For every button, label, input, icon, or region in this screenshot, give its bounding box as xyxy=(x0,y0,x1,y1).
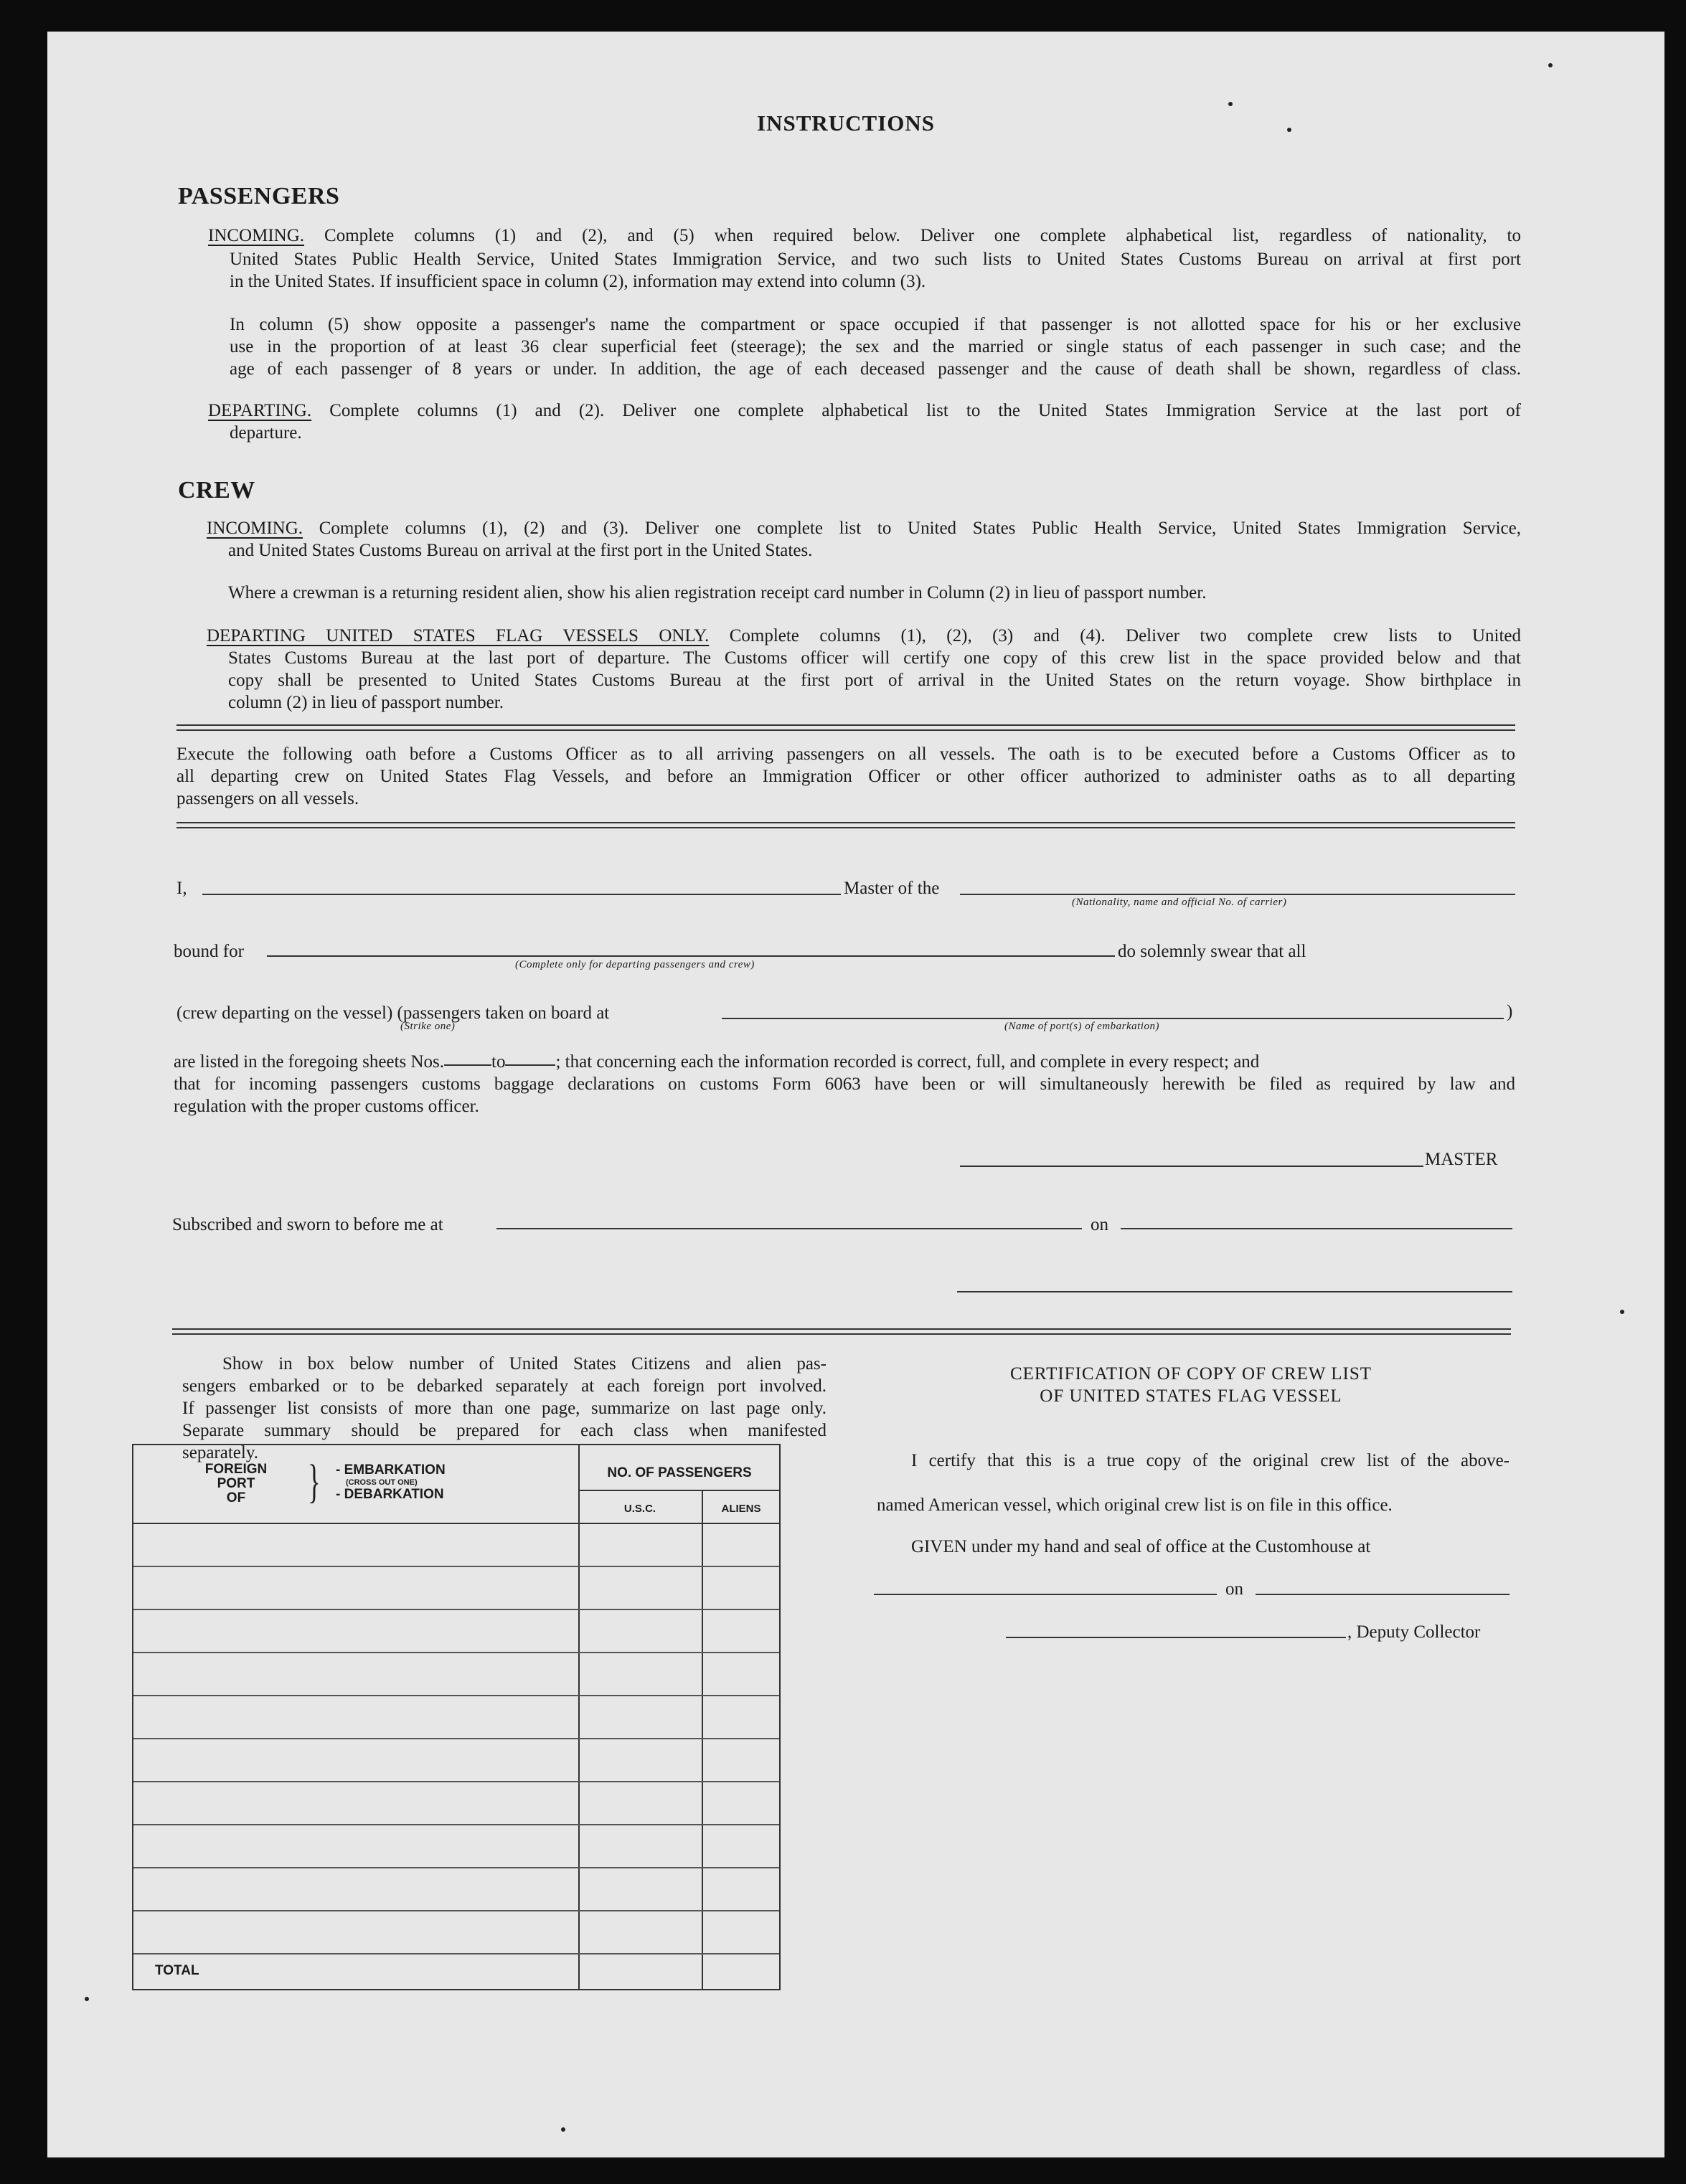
scan-speck xyxy=(1620,1310,1624,1314)
crew-departing-line4: column (2) in lieu of passport number. xyxy=(228,693,504,712)
table-row xyxy=(133,1953,779,1954)
scan-speck xyxy=(85,1997,89,2001)
certification-line2: named American vessel, which original crew list is on file in this office. xyxy=(877,1495,1393,1515)
of-label: OF xyxy=(226,1490,246,1505)
master-label: MASTER xyxy=(1425,1150,1498,1169)
sworn-date-field[interactable] xyxy=(1121,1228,1512,1229)
master-of-the-label: Master of the xyxy=(844,879,940,898)
total-label: TOTAL xyxy=(155,1963,199,1978)
customhouse-field[interactable] xyxy=(874,1594,1217,1595)
foreign-label: FOREIGN xyxy=(204,1462,268,1477)
crew-crewman-note: Where a crewman is a returning resident alien, show his alien registration receipt card number in Column (2) in lieu of passport number. xyxy=(228,583,1207,602)
certification-line1: I certify that this is a true copy of the original crew list of the above- xyxy=(911,1451,1510,1470)
certification-date-field[interactable] xyxy=(1256,1594,1510,1595)
deputy-collector-label: , Deputy Collector xyxy=(1347,1622,1481,1642)
summary-line2: sengers embarked or to be debarked separately at each foreign port involved. xyxy=(182,1376,826,1396)
summary-line1: Show in box below number of United States Citizens and alien pas- xyxy=(222,1354,826,1374)
sworn-on-label: on xyxy=(1091,1215,1108,1234)
do-solemnly-label: do solemnly swear that all xyxy=(1118,942,1306,961)
certification-title-line1: CERTIFICATION OF COPY OF CREW LIST xyxy=(1009,1364,1372,1384)
table-row xyxy=(133,1781,779,1782)
table-subheader-line xyxy=(578,1490,781,1491)
summary-line5: separately. xyxy=(182,1443,258,1462)
bound-for-field[interactable] xyxy=(267,955,1115,957)
deputy-collector-signature-field[interactable] xyxy=(1006,1637,1346,1638)
crew-heading: CREW xyxy=(178,477,255,504)
page-title: INSTRUCTIONS xyxy=(757,110,936,136)
scan-speck xyxy=(1548,63,1553,67)
sheet-to-field[interactable] xyxy=(505,1064,555,1066)
close-paren: ) xyxy=(1507,1002,1513,1021)
officer-signature-field[interactable] xyxy=(957,1291,1512,1292)
embarkation-port-field[interactable] xyxy=(722,1018,1504,1019)
carrier-caption: (Nationality, name and official No. of carrier) xyxy=(1072,897,1287,908)
strike-caption: (Strike one) xyxy=(400,1021,456,1032)
divider-1 xyxy=(176,724,1515,731)
crew-departing-line2: States Customs Bureau at the last port of departure. The Customs officer will certify one copy of this crew list in the space provided below and that xyxy=(228,648,1521,668)
summary-line4: Separate summary should be prepared for each class when manifested xyxy=(182,1421,826,1440)
certification-on-label: on xyxy=(1225,1579,1243,1599)
usc-label: U.S.C. xyxy=(623,1503,656,1515)
oath-intro-line3: passengers on all vessels. xyxy=(176,789,359,808)
passengers-incoming-line2: United States Public Health Service, United States Immigration Service, and two such lists to United States Customs Bureau on arrival at first port xyxy=(230,250,1521,269)
table-divider-usc xyxy=(702,1490,703,1989)
table-row xyxy=(133,1566,779,1567)
passenger-summary-table xyxy=(132,1444,781,1990)
divider-3 xyxy=(172,1328,1511,1335)
certification-line3: GIVEN under my hand and seal of office at the Customhouse at xyxy=(911,1537,1371,1556)
oath-line2: that for incoming passengers customs baggage declarations on customs Form 6063 have been or will simultaneously herewith be filed as required by law and xyxy=(174,1074,1515,1094)
crew-departing-line3: copy shall be presented to United States Customs Bureau at the first port of arrival in the United States on the return voyage. Show birthplace in xyxy=(228,671,1521,690)
sheet-from-field[interactable] xyxy=(444,1064,491,1066)
carrier-field[interactable] xyxy=(960,894,1515,895)
scan-speck xyxy=(561,2127,565,2132)
passengers-departing-line2: departure. xyxy=(230,423,302,443)
passengers-incoming-label: INCOMING. xyxy=(208,226,305,245)
passengers-incoming-p2-line3: age of each passenger of 8 years or under. In addition, the age of each deceased passenger and the cause of death shall be shown, regardless of class. xyxy=(230,359,1521,379)
sworn-place-field[interactable] xyxy=(496,1228,1082,1229)
table-row xyxy=(133,1738,779,1739)
debarkation-label: - DEBARKATION xyxy=(336,1487,444,1502)
port-label: PORT xyxy=(217,1476,255,1491)
crew-incoming-line1: INCOMING. Complete columns (1), (2) and (3). Deliver one complete list to United States Public Health Service, United States Immigration Service, xyxy=(207,519,1522,538)
crew-incoming-label: INCOMING. xyxy=(207,519,303,538)
crew-incoming-line2: and United States Customs Bureau on arrival at the first port in the United States. xyxy=(228,541,813,560)
crew-passengers-label: (crew departing on the vessel) (passengers taken on board at xyxy=(176,1003,610,1023)
passengers-incoming-line3: in the United States. If insufficient space in column (2), information may extend into column (3). xyxy=(230,272,926,291)
table-row xyxy=(133,1824,779,1825)
table-row xyxy=(133,1695,779,1696)
listed-line1: are listed in the foregoing sheets Nos. to ; that concerning each the information recorded is correct, full, and complete in every respect; and xyxy=(174,1052,1260,1072)
oath-intro-line2: all departing crew on United States Flag Vessels, and before an Immigration Officer or other officer authorized to administer oaths as to all departing xyxy=(176,767,1515,786)
crew-departing-line1: DEPARTING UNITED STATES FLAG VESSELS ONLY. Complete columns (1), (2), (3) and (4). Deliver two complete crew lists to United xyxy=(207,626,1521,646)
summary-line3: If passenger list consists of more than one page, summarize on last page only. xyxy=(182,1399,826,1418)
passengers-incoming-p2-line2: use in the proportion of at least 36 clear superficial feet (steerage); the sex and the married or single status of each passenger in such case; and the xyxy=(230,337,1521,356)
port-caption: (Name of port(s) of embarkation) xyxy=(1004,1021,1159,1032)
table-row xyxy=(133,1867,779,1868)
divider-2 xyxy=(176,822,1515,828)
oath-line3: regulation with the proper customs officer. xyxy=(174,1097,479,1116)
bound-for-label: bound for xyxy=(174,942,244,961)
aliens-label: ALIENS xyxy=(721,1503,761,1515)
brace-glyph: } xyxy=(308,1455,321,1508)
embarkation-label: - EMBARKATION xyxy=(336,1462,446,1478)
master-name-field[interactable] xyxy=(202,894,841,895)
oath-intro-line1: Execute the following oath before a Customs Officer as to all arriving passengers on all vessels. The oath is to be executed before a Customs Officer as to xyxy=(176,744,1515,764)
scan-speck xyxy=(1228,102,1233,106)
passengers-incoming-line1: INCOMING. Complete columns (1) and (2), and (5) when required below. Deliver one complete alphabetical list, regardless of nationality, to xyxy=(208,226,1522,245)
passengers-heading: PASSENGERS xyxy=(178,183,340,209)
scan-speck xyxy=(1287,128,1291,132)
passengers-departing-line1: DEPARTING. Complete columns (1) and (2). Deliver one complete alphabetical list to the United States Immigration Service at the last port of xyxy=(208,401,1521,420)
master-signature-field[interactable] xyxy=(960,1166,1423,1167)
passengers-incoming-p2-line1: In column (5) show opposite a passenger's name the compartment or space occupied if that passenger is not allotted space for his or her exclusive xyxy=(230,315,1521,334)
passengers-departing-label: DEPARTING. xyxy=(208,401,312,420)
bound-caption: (Complete only for departing passengers and crew) xyxy=(515,959,755,970)
table-row xyxy=(133,1652,779,1653)
crew-departing-label: DEPARTING UNITED STATES FLAG VESSELS ONLY. xyxy=(207,626,710,646)
oath-i-label: I, xyxy=(176,879,187,898)
subscribed-label: Subscribed and sworn to before me at xyxy=(172,1215,443,1234)
table-row xyxy=(133,1910,779,1911)
foreign-port-of-label xyxy=(189,1462,283,1505)
certification-title-line2: OF UNITED STATES FLAG VESSEL xyxy=(1040,1386,1342,1406)
cross-out-label: (CROSS OUT ONE) xyxy=(346,1478,418,1487)
table-divider-port xyxy=(578,1445,580,1989)
table-header-line xyxy=(133,1523,779,1524)
no-of-passengers-label: NO. OF PASSENGERS xyxy=(607,1465,752,1480)
table-row xyxy=(133,1609,779,1610)
